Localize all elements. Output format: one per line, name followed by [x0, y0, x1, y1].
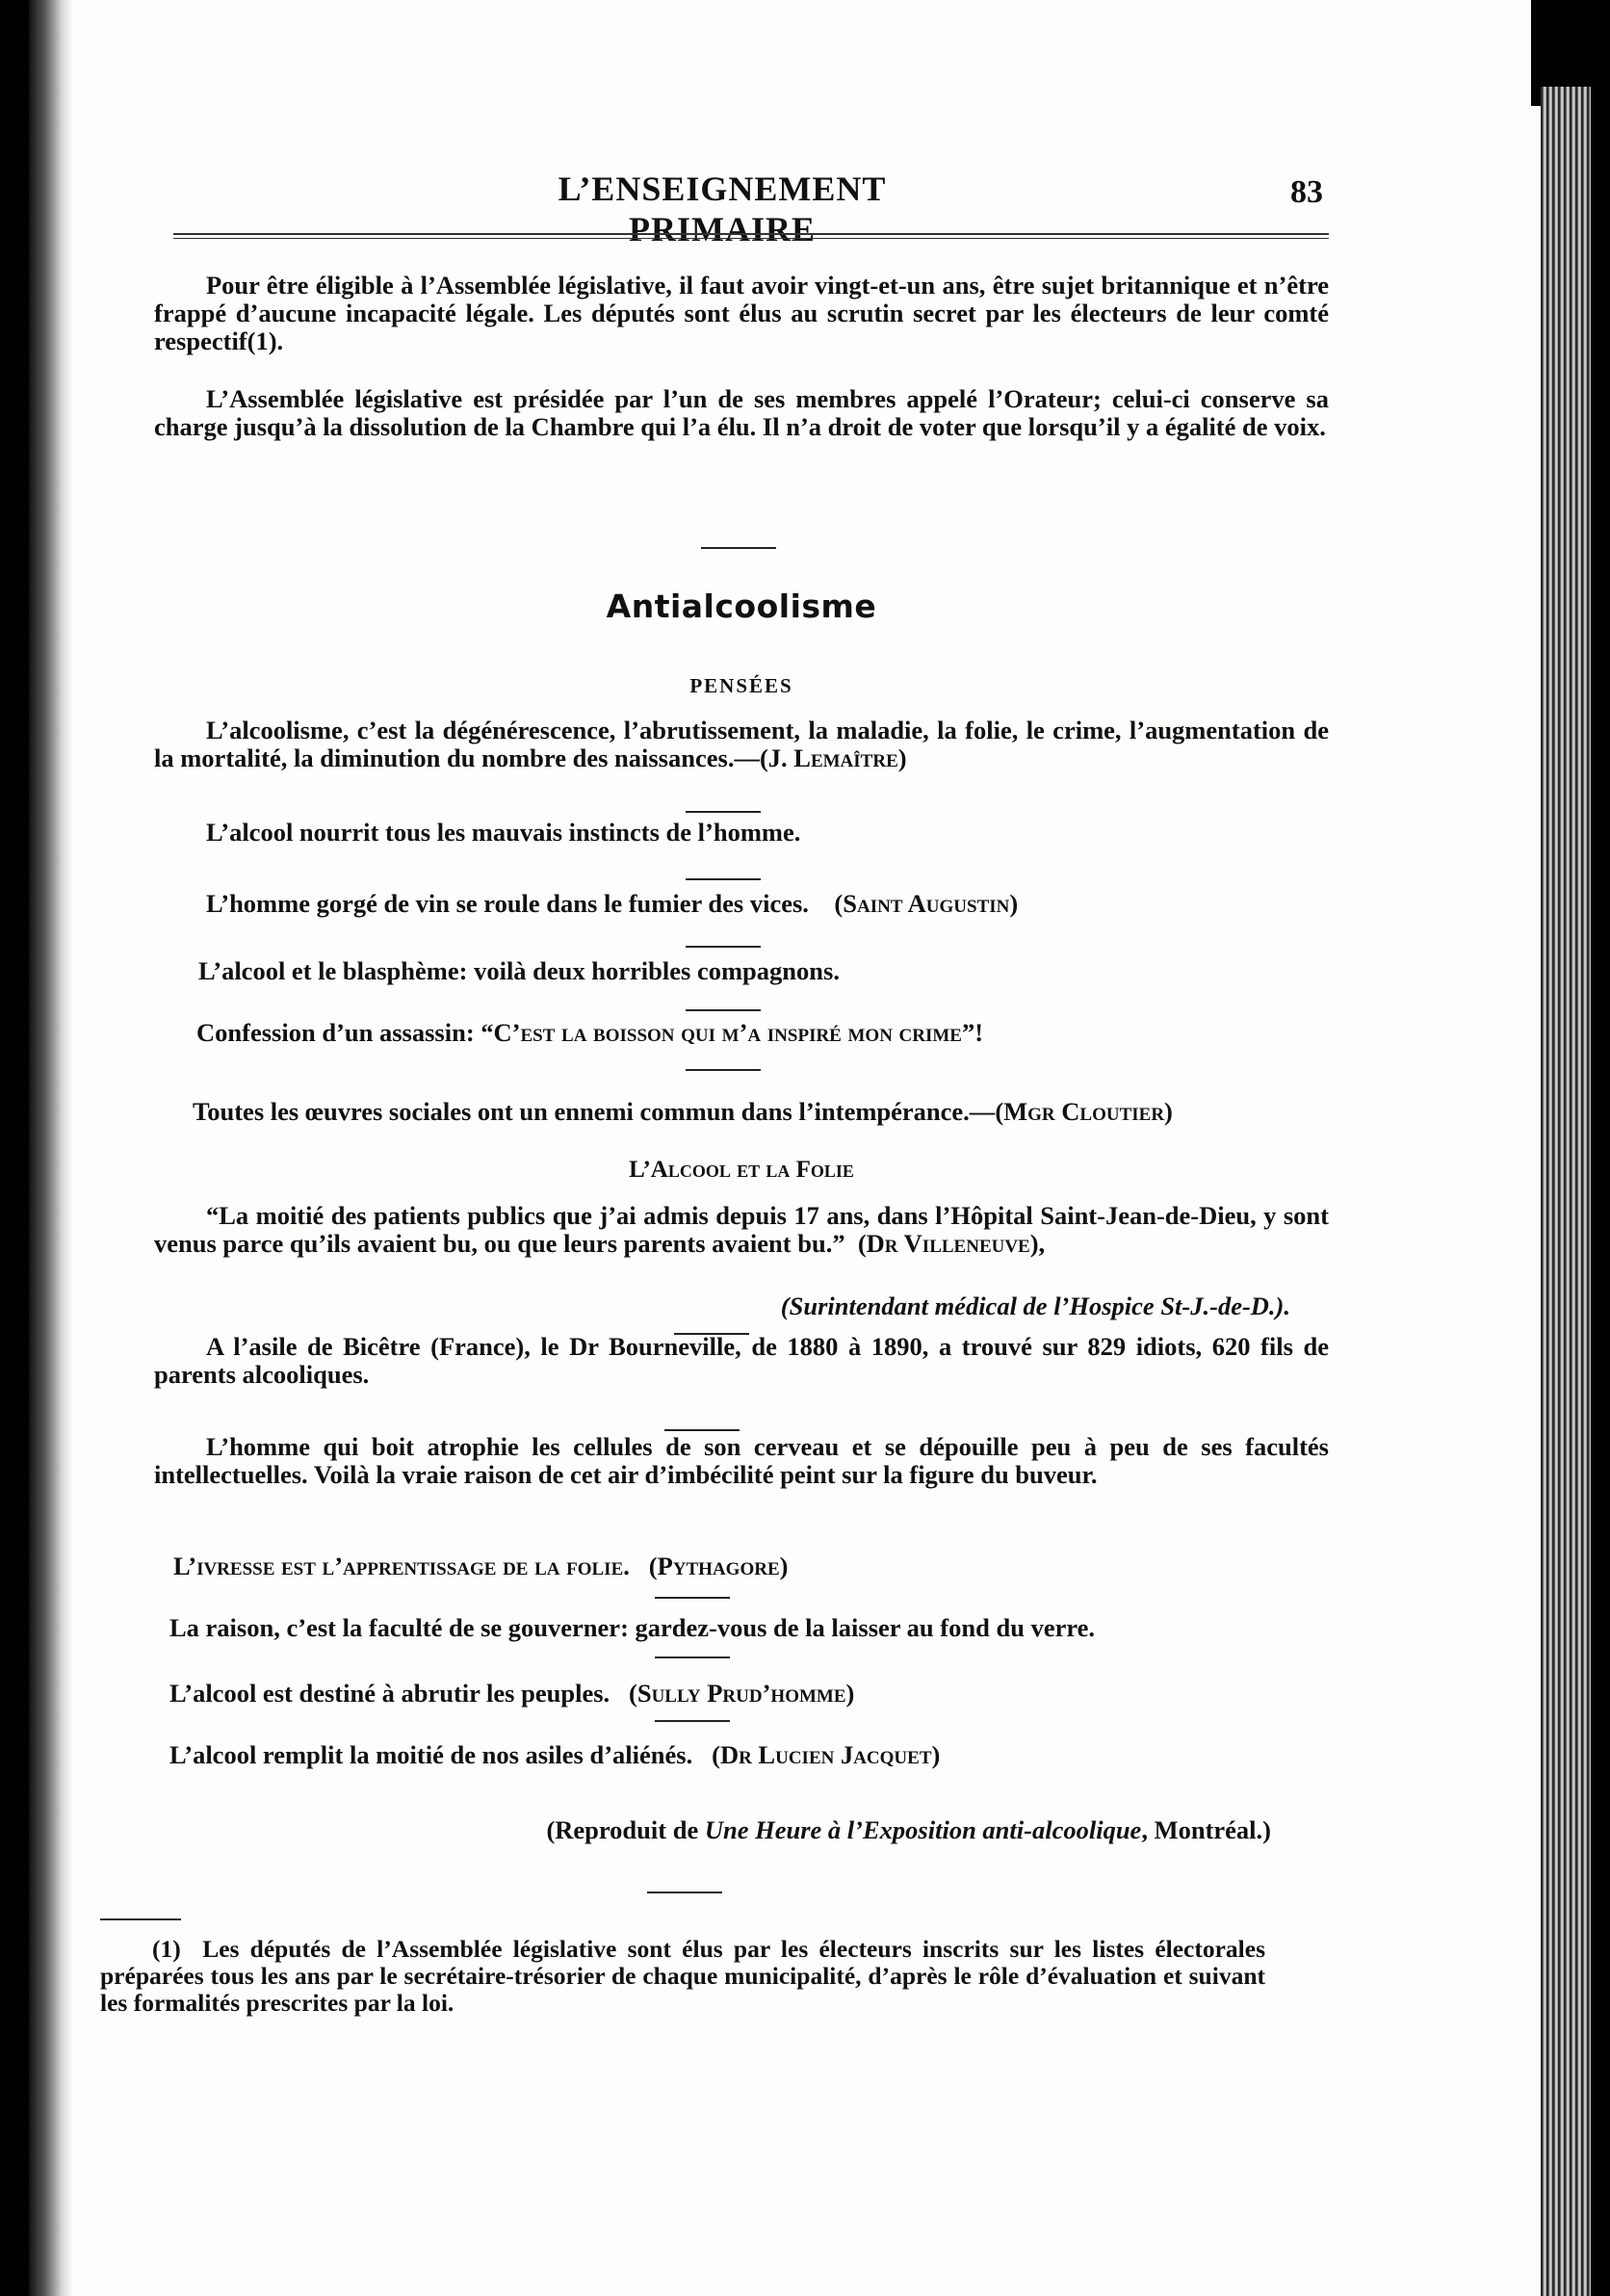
- quote-cerveau: L’homme qui boit atrophie les cellules de son cerveau et se dépouille peu à peu de ses facultés intellectuelles. Voilà la vraie raison de cet air d’imbécilité peint sur la figure du buveur.: [154, 1432, 1329, 1489]
- quote-inner: C’est la boisson qui m’a inspiré mon crime: [493, 1018, 962, 1047]
- quote-blaspheme: L’alcool et le blasphème: voilà deux horribles compagnons.: [198, 956, 840, 985]
- header-rule: [173, 233, 1329, 239]
- article-title: Antialcoolisme: [606, 587, 877, 625]
- quote-bourneville: A l’asile de Bicêtre (France), le Dr Bourneville, de 1880 à 1890, a trouvé sur 829 idiots, 620 fils de parents alcooliques.: [154, 1332, 1329, 1389]
- quote-text: Confession d’un assassin: “: [196, 1018, 494, 1047]
- running-title: L’ENSEIGNEMENT PRIMAIRE: [558, 170, 887, 248]
- quote-text: L’alcool est destiné à abrutir les peuples.: [169, 1679, 610, 1708]
- quote-text: L’alcool remplit la moitié de nos asiles d’aliénés.: [169, 1740, 693, 1769]
- quote-villeneuve: [154, 1202, 1329, 1258]
- quote-text: L’ivresse est l’apprentissage de la folie.: [173, 1552, 630, 1580]
- quote-text: L’homme gorgé de vin se roule dans le fumier des vices.: [206, 889, 809, 918]
- quote-author: (Dr Villeneuve),: [857, 1229, 1046, 1258]
- section-separator: [701, 547, 776, 549]
- page-header: [154, 169, 1329, 248]
- quote-separator: [686, 1069, 761, 1071]
- source-title: Une Heure à l’Exposition anti-alcoolique: [704, 1815, 1142, 1844]
- quote-separator: [686, 811, 761, 813]
- section-separator: [647, 1892, 722, 1893]
- source-suffix: , Montréal.): [1141, 1815, 1271, 1844]
- quote-raison: La raison, c’est la faculté de se gouverner: gardez-vous de la laisser au fond du verre.: [169, 1613, 1096, 1642]
- quote-separator: [686, 878, 761, 880]
- quote-author: (Dr Lucien Jacquet): [712, 1740, 941, 1769]
- quote-author: (J. Lemaître): [759, 744, 907, 772]
- footnote-rule: [100, 1918, 181, 1920]
- article-subtitle: PENSÉES: [689, 674, 793, 697]
- intro-paragraph-1: Pour être éligible à l’Assemblée législative, il faut avoir vingt-et-un ans, être sujet britannique et n’être frappé d’aucune incapacité légale. Les députés sont élus au scrutin secret par les électeurs de leur comté respectif(1).: [154, 271, 1329, 355]
- quote-end: ”!: [961, 1018, 984, 1047]
- quote-confession: [196, 1019, 1329, 1047]
- quote-separator: [664, 1429, 740, 1431]
- quote-sully: [169, 1680, 1329, 1708]
- section-heading-folie: L’Alcool et la Folie: [629, 1157, 854, 1183]
- quote-author-role: (Surintendant médical de l’Hospice St-J.-de-D.).: [780, 1292, 1290, 1320]
- quote-text: Toutes les œuvres sociales ont un ennemi commun dans l’intempérance.—: [193, 1097, 996, 1126]
- quote-lemaitre: [154, 717, 1329, 772]
- article-source: [154, 1816, 1271, 1844]
- quote-separator: [655, 1657, 730, 1658]
- quote-augustin: [206, 890, 1329, 918]
- page-number: 83: [1290, 174, 1323, 210]
- footnote-marker: (1): [152, 1935, 181, 1963]
- quote-instincts: L’alcool nourrit tous les mauvais instincts de l’homme.: [206, 818, 801, 847]
- quote-separator: [655, 1597, 730, 1599]
- quote-separator: [686, 1009, 761, 1011]
- page-edges: [1541, 87, 1591, 2296]
- quote-cloutier: [193, 1098, 1329, 1126]
- binding-shadow: [29, 0, 73, 2296]
- quote-author: (Pythagore): [648, 1552, 789, 1580]
- quote-separator: [686, 946, 761, 948]
- footnote-text: Les députés de l’Assemblée législative sont élus par les électeurs inscrits sur les listes électorales préparées tous les ans par le secrétaire-trésorier de chaque municipalité, d’après le rôle d’évaluation et suivant les formalités prescrites par la loi.: [100, 1935, 1265, 2017]
- quote-text: L’alcoolisme, c’est la dégénérescence, l’abrutissement, la maladie, la folie, le crime, l’augmentation de la mortalité, la diminution du nombre des naissances.—: [154, 716, 1329, 772]
- intro-paragraph-2: L’Assemblée législative est présidée par l’un de ses membres appelé l’Orateur; celui-ci conserve sa charge jusqu’à la dissolution de la Chambre qui l’a élu. Il n’a droit de voter que lorsqu’il y a égalité de voix.: [154, 384, 1329, 441]
- quote-author: (Sully Prud’homme): [629, 1679, 855, 1708]
- quote-text: “La moitié des patients publics que j’ai admis depuis 17 ans, dans l’Hôpital Saint-Jean-de-Dieu, y sont venus parce qu’ils avaient bu, ou que leurs parents avaient bu.”: [154, 1201, 1329, 1258]
- quote-author: (Saint Augustin): [834, 889, 1019, 918]
- quote-separator: [655, 1720, 730, 1722]
- source-prefix: (Reproduit de: [546, 1815, 705, 1844]
- quote-author: (Mgr Cloutier): [995, 1097, 1173, 1126]
- quote-jacquet: [169, 1741, 1329, 1769]
- footnote: [100, 1936, 1265, 2017]
- quote-pythagore: [173, 1552, 1329, 1580]
